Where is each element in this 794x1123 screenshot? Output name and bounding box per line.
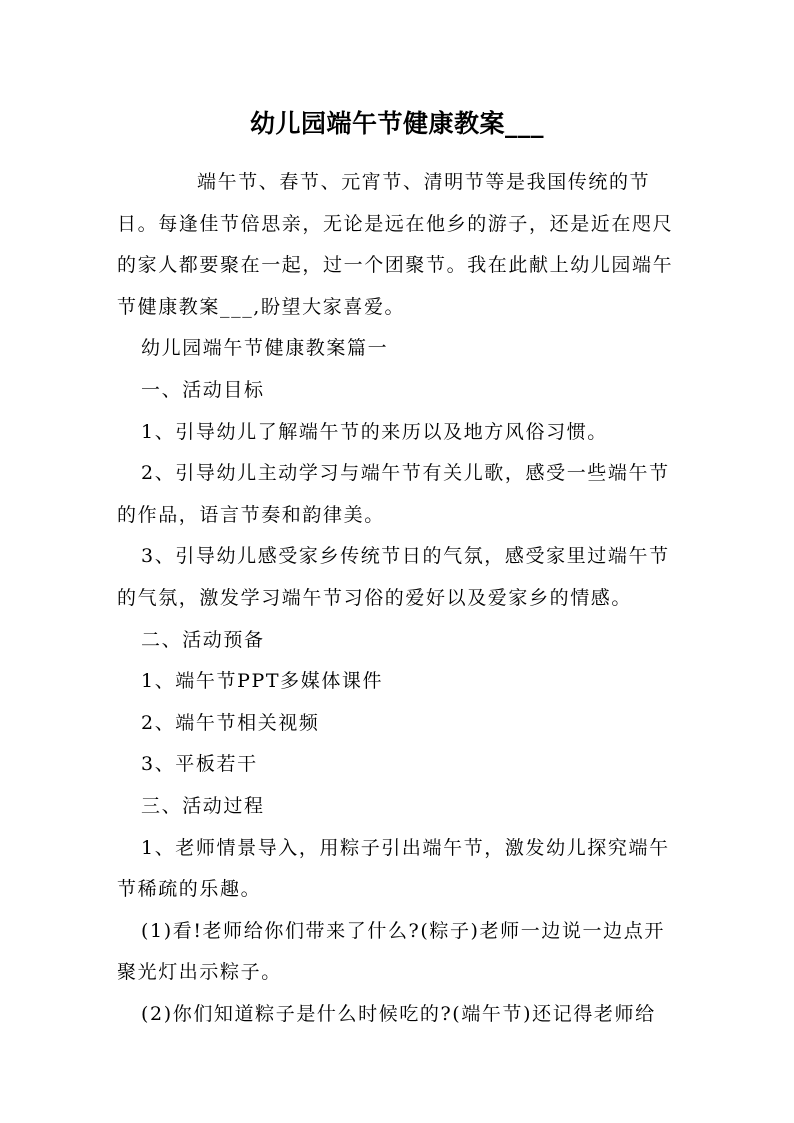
section-heading: 幼儿园端午节健康教案篇一	[141, 337, 389, 360]
intro-paragraph: 端午节、春节、元宵节、清明节等是我国传统的节日。每逢佳节倍思亲，无论是远在他乡的游子，还是近在咫尺的家人都要聚在一起，过一个团聚节。我在此献上幼儿园端午节健康教案___,盼望大家喜爱。	[117, 171, 674, 318]
list-item: 1、引导幼儿了解端午节的来历以及地方风俗习惯。	[141, 420, 608, 443]
subsection-heading: 二、活动预备	[141, 628, 265, 651]
list-item: 2、引导幼儿主动学习与端午节有关儿歌，感受一些端午节的作品，语言节奏和韵律美。	[117, 462, 670, 526]
list-item: 1、端午节PPT多媒体课件	[141, 670, 384, 693]
list-item: (1)看!老师给你们带来了什么?(粽子)老师一边说一边点开聚光灯出示粽子。	[117, 919, 665, 984]
subsection-heading: 一、活动目标	[141, 378, 265, 401]
list-item: (2)你们知道粽子是什么时候吃的?(端午节)还记得老师给	[141, 1002, 656, 1025]
document-title: 幼儿园端午节健康教案___	[249, 109, 544, 138]
list-item: 1、老师情景导入，用粽子引出端午节，激发幼儿探究端午节稀疏的乐趣。	[117, 836, 670, 901]
list-item: 3、引导幼儿感受家乡传统节日的气氛，感受家里过端午节的气氛，激发学习端午节习俗的爱好以及爱家乡的情感。	[117, 545, 670, 609]
list-item: 3、平板若干	[141, 753, 258, 776]
subsection-heading: 三、活动过程	[141, 794, 265, 817]
list-item: 2、端午节相关视频	[141, 711, 320, 734]
document-body	[117, 162, 679, 1035]
